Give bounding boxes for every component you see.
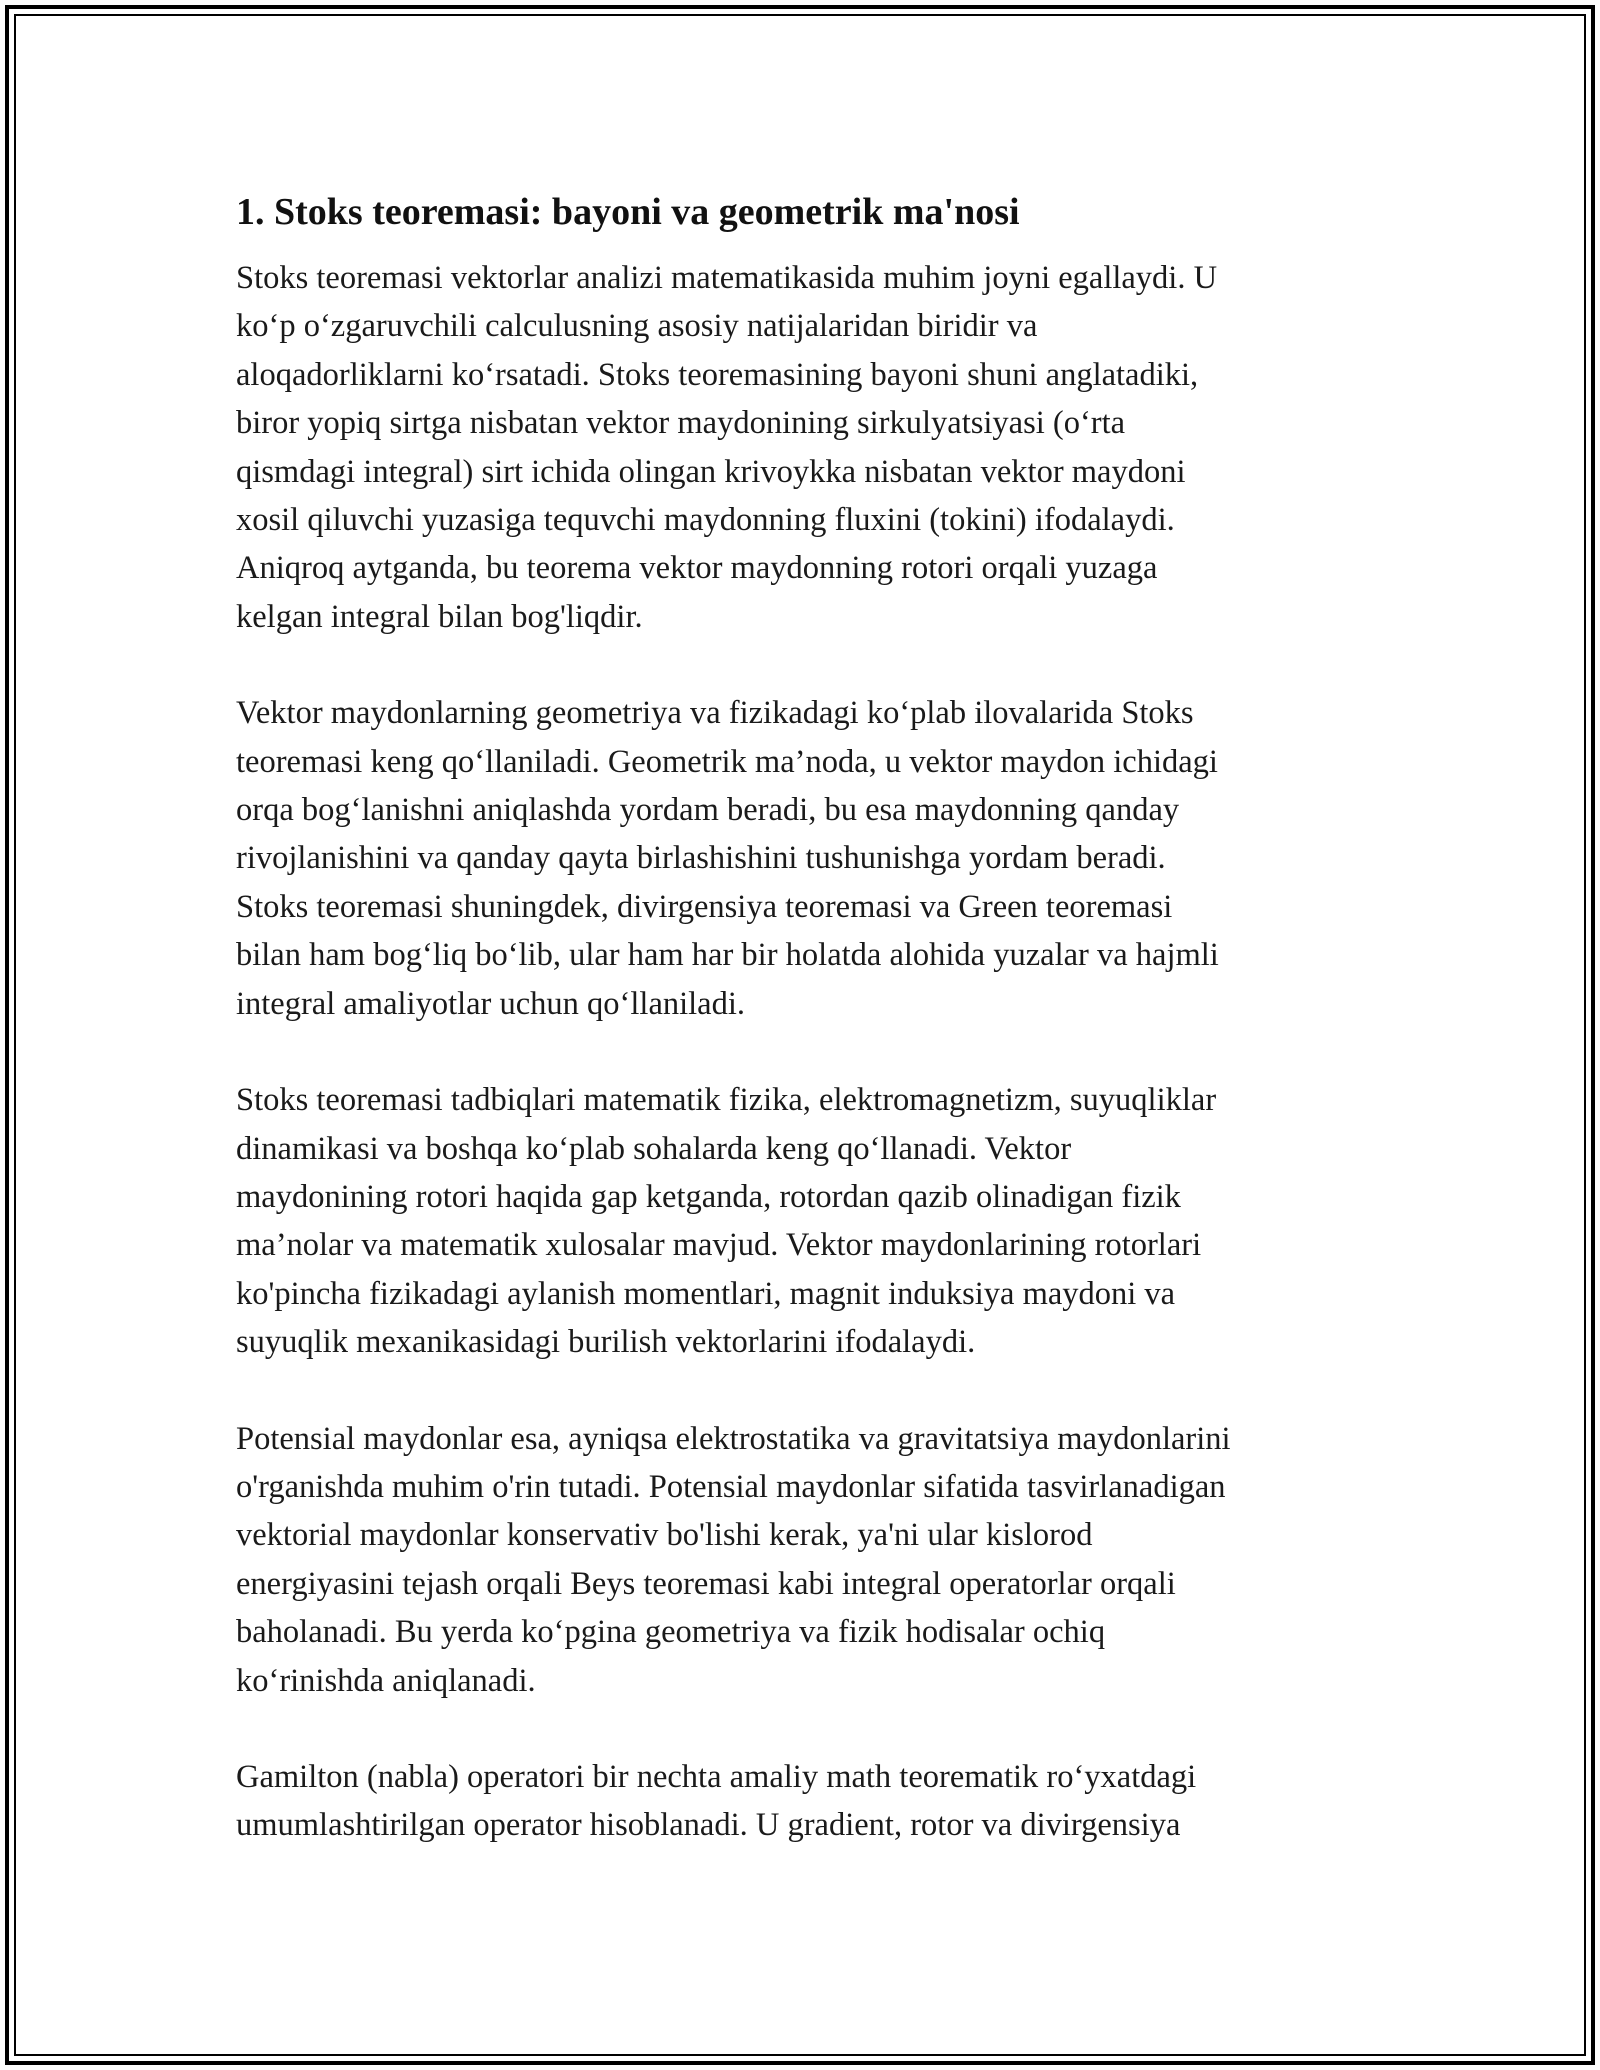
text-line: ma’nolar va matematik xulosalar mavjud. Vektor maydonlarining rotorlari	[236, 1227, 1202, 1264]
text-line: biror yopiq sirtga nisbatan vektor maydonining sirkulyatsiyasi (o‘rta	[236, 405, 1126, 442]
section-heading: 1. Stoks teoremasi: bayoni va geometrik ma'nosi	[236, 191, 1020, 233]
text-line: kelgan integral bilan bog'liqdir.	[236, 598, 643, 635]
paragraph-2	[236, 689, 1376, 1028]
text-line: ko'pincha fizikadagi aylanish momentlari, magnit induksiya maydoni va	[236, 1275, 1176, 1312]
paragraph-4	[236, 1415, 1376, 1705]
document-body	[236, 188, 1376, 1898]
text-line: qismdagi integral) sirt ichida olingan krivoykka nisbatan vektor maydoni	[236, 453, 1186, 490]
text-line: baholanadi. Bu yerda ko‘pgina geometriya va fizik hodisalar ochiq	[236, 1614, 1106, 1651]
text-line: Stoks teoremasi tadbiqlari matematik fizika, elektromagnetizm, suyuqliklar	[236, 1082, 1217, 1119]
text-line: energiyasini tejash orqali Beys teoremasi kabi integral operatorlar orqali	[236, 1565, 1176, 1602]
paragraph-3	[236, 1076, 1376, 1366]
text-line: teoremasi keng qo‘llaniladi. Geometrik ma’noda, u vektor maydon ichidagi	[236, 743, 1218, 780]
text-line: vektorial maydonlar konservativ bo'lishi kerak, ya'ni ular kislorod	[236, 1517, 1093, 1554]
text-line: orqa bog‘lanishni aniqlashda yordam beradi, bu esa maydonning qanday	[236, 792, 1180, 829]
paragraph-5	[236, 1753, 1376, 1850]
text-line: Stoks teoremasi shuningdek, divirgensiya teoremasi va Green teoremasi	[236, 888, 1173, 925]
text-line: rivojlanishini va qanday qayta birlashishini tushunishga yordam beradi.	[236, 840, 1166, 877]
text-line: dinamikasi va boshqa ko‘plab sohalarda keng qo‘llanadi. Vektor	[236, 1130, 1072, 1167]
text-line: integral amaliyotlar uchun qo‘llaniladi.	[236, 985, 746, 1022]
text-line: Stoks teoremasi vektorlar analizi matematikasida muhim joyni egallaydi. U	[236, 260, 1218, 296]
text-line: Aniqroq aytganda, bu teorema vektor maydonning rotori orqali yuzaga	[236, 550, 1158, 587]
text-line: maydonining rotori haqida gap ketganda, rotordan qazib olinadigan fizik	[236, 1178, 1181, 1215]
text-line: bilan ham bog‘liq bo‘lib, ular ham har bir holatda alohida yuzalar va hajmli	[236, 937, 1219, 974]
text-line: o'rganishda muhim o'rin tutadi. Potensial maydonlar sifatida tasvirlanadigan	[236, 1468, 1226, 1505]
text-line: Gamilton (nabla) operatori bir nechta amaliy math teorematik ro‘yxatdagi	[236, 1758, 1197, 1795]
text-line: suyuqlik mexanikasidagi burilish vektorlarini ifodalaydi.	[236, 1324, 976, 1361]
text-line: umumlashtirilgan operator hisoblanadi. U gradient, rotor va divirgensiya	[236, 1807, 1181, 1844]
text-line: xosil qiluvchi yuzasiga tequvchi maydonning fluxini (tokini) ifodalaydi.	[236, 502, 1175, 539]
text-line: Potensial maydonlar esa, ayniqsa elektrostatika va gravitatsiya maydonlarini	[236, 1420, 1231, 1457]
text-line: ko‘p o‘zgaruvchili calculusning asosiy natijalaridan biridir va	[236, 308, 1038, 345]
text-line: aloqadorliklarni ko‘rsatadi. Stoks teoremasining bayoni shuni anglatadiki,	[236, 356, 1199, 393]
text-line: ko‘rinishda aniqlanadi.	[236, 1662, 536, 1699]
paragraph-1	[236, 254, 1376, 641]
text-line: Vektor maydonlarning geometriya va fizikadagi ko‘plab ilovalarida Stoks	[236, 695, 1194, 732]
